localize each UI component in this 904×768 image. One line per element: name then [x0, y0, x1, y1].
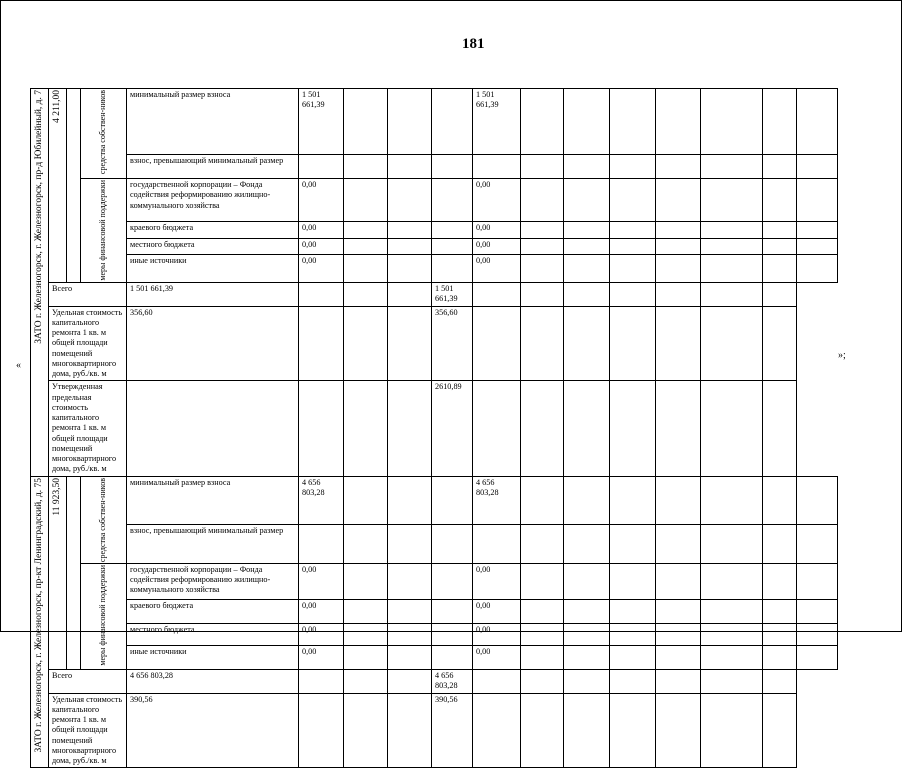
empty-cell — [388, 255, 432, 282]
empty-cell — [521, 563, 564, 599]
empty-cell — [473, 669, 521, 693]
empty-cell — [656, 669, 701, 693]
empty-cell — [610, 255, 656, 282]
value-cell: 4 656 803,28 — [299, 476, 344, 524]
value-cell: 0,00 — [299, 645, 344, 669]
empty-cell — [521, 89, 564, 155]
empty-cell — [344, 89, 388, 155]
empty-cell — [521, 645, 564, 669]
empty-cell — [344, 381, 388, 476]
empty-cell — [656, 524, 701, 563]
empty-cell — [701, 524, 763, 563]
empty-cell — [344, 476, 388, 524]
group-support-text: меры финансовой поддержки — [98, 564, 108, 666]
empty-cell — [344, 179, 388, 222]
empty-cell — [388, 599, 432, 623]
value-cell: 0,00 — [473, 645, 521, 669]
empty-cell — [388, 623, 432, 645]
empty-cell — [521, 306, 564, 381]
empty-cell — [344, 238, 388, 254]
row-label: взнос, превышающий минимальный размер — [127, 524, 299, 563]
empty-cell — [610, 524, 656, 563]
empty-cell — [473, 282, 521, 306]
empty-cell — [701, 599, 763, 623]
empty-cell — [763, 89, 797, 155]
empty-cell — [344, 306, 388, 381]
empty-cell — [432, 645, 473, 669]
table-row — [31, 645, 838, 669]
empty-cell — [432, 255, 473, 282]
table-row — [31, 238, 838, 254]
table-row — [31, 563, 838, 599]
empty-cell — [473, 306, 521, 381]
value-cell — [299, 155, 344, 179]
empty-cell — [763, 476, 797, 524]
group-support-cell — [81, 563, 127, 669]
empty-cell — [763, 693, 797, 768]
empty-cell — [656, 645, 701, 669]
table-row — [31, 255, 838, 282]
empty-cell — [344, 645, 388, 669]
empty-cell — [432, 476, 473, 524]
value-cell: 0,00 — [473, 623, 521, 645]
empty-cell — [701, 306, 763, 381]
value-cell: 0,00 — [473, 255, 521, 282]
row-label: минимальный размер взноса — [127, 89, 299, 155]
empty-cell — [656, 179, 701, 222]
empty-cell — [610, 669, 656, 693]
group-owners-cell — [81, 89, 127, 179]
empty-cell — [388, 381, 432, 476]
empty-cell — [763, 645, 797, 669]
blank-cell — [67, 476, 81, 669]
empty-cell — [521, 222, 564, 238]
empty-cell — [656, 255, 701, 282]
value-cell: 1 501 661,39 — [473, 89, 521, 155]
empty-cell — [344, 222, 388, 238]
empty-cell — [344, 563, 388, 599]
empty-cell — [388, 89, 432, 155]
empty-cell — [388, 155, 432, 179]
empty-cell — [763, 222, 797, 238]
value-cell: 0,00 — [299, 599, 344, 623]
value-cell: 4 656 803,28 — [432, 669, 473, 693]
value-cell: 0,00 — [299, 179, 344, 222]
empty-cell — [564, 238, 610, 254]
empty-cell — [797, 599, 838, 623]
empty-cell — [344, 255, 388, 282]
value-cell — [473, 155, 521, 179]
empty-cell — [701, 238, 763, 254]
value-cell: 0,00 — [473, 563, 521, 599]
value-cell: 1 501 661,39 — [299, 89, 344, 155]
value-cell — [127, 381, 299, 476]
empty-cell — [344, 669, 388, 693]
empty-cell — [763, 669, 797, 693]
empty-cell — [564, 563, 610, 599]
blank-cell — [67, 89, 81, 283]
area-text: 11 923,50 — [52, 477, 62, 516]
area-cell — [49, 89, 67, 283]
empty-cell — [763, 282, 797, 306]
empty-cell — [521, 255, 564, 282]
empty-cell — [521, 693, 564, 768]
empty-cell — [797, 89, 838, 155]
empty-cell — [610, 306, 656, 381]
address-cell — [31, 476, 49, 768]
empty-cell — [564, 282, 610, 306]
row-label: минимальный размер взноса — [127, 476, 299, 524]
empty-cell — [610, 476, 656, 524]
empty-cell — [701, 89, 763, 155]
empty-cell — [763, 179, 797, 222]
empty-cell — [521, 179, 564, 222]
empty-cell — [610, 238, 656, 254]
empty-cell — [763, 155, 797, 179]
empty-cell — [564, 524, 610, 563]
empty-cell — [564, 623, 610, 645]
empty-cell — [564, 381, 610, 476]
value-cell: 0,00 — [473, 238, 521, 254]
empty-cell — [701, 381, 763, 476]
empty-cell — [299, 693, 344, 768]
empty-cell — [763, 623, 797, 645]
value-cell: 0,00 — [299, 222, 344, 238]
group-support-text: меры финансовой поддержки — [98, 180, 108, 281]
table-row — [31, 476, 838, 524]
value-cell — [473, 524, 521, 563]
empty-cell — [701, 222, 763, 238]
area-cell — [49, 476, 67, 669]
empty-cell — [610, 222, 656, 238]
empty-cell — [701, 179, 763, 222]
empty-cell — [564, 179, 610, 222]
empty-cell — [610, 89, 656, 155]
empty-cell — [388, 645, 432, 669]
empty-cell — [701, 645, 763, 669]
value-cell: 0,00 — [473, 599, 521, 623]
empty-cell — [521, 238, 564, 254]
row-label: иные источники — [127, 645, 299, 669]
empty-cell — [388, 179, 432, 222]
empty-cell — [432, 89, 473, 155]
table-row — [31, 179, 838, 222]
empty-cell — [344, 693, 388, 768]
row-label: Утвержденная предельная стоимость капитального ремонта 1 кв. м общей площади помещений многоквартирного дома, руб./кв. м — [49, 381, 127, 476]
empty-cell — [344, 599, 388, 623]
empty-cell — [388, 669, 432, 693]
table-row — [31, 623, 838, 645]
empty-cell — [701, 669, 763, 693]
empty-cell — [610, 381, 656, 476]
empty-cell — [656, 476, 701, 524]
empty-cell — [299, 669, 344, 693]
row-label: государственной корпорации – Фонда содействия реформированию жилищно-коммунального хозяйства — [127, 563, 299, 599]
empty-cell — [763, 306, 797, 381]
empty-cell — [701, 155, 763, 179]
value-cell: 356,60 — [432, 306, 473, 381]
table-row — [31, 693, 838, 768]
empty-cell — [473, 693, 521, 768]
row-label: краевого бюджета — [127, 599, 299, 623]
empty-cell — [797, 476, 838, 524]
empty-cell — [432, 155, 473, 179]
quote-close: »; — [838, 350, 846, 361]
empty-cell — [521, 381, 564, 476]
empty-cell — [564, 255, 610, 282]
value-cell: 0,00 — [299, 563, 344, 599]
value-cell: 0,00 — [299, 238, 344, 254]
value-cell: 0,00 — [473, 222, 521, 238]
empty-cell — [564, 306, 610, 381]
empty-cell — [763, 599, 797, 623]
empty-cell — [388, 238, 432, 254]
value-cell: 2610,89 — [432, 381, 473, 476]
area-text: 4 211,00 — [52, 90, 62, 123]
value-cell: 390,56 — [432, 693, 473, 768]
empty-cell — [763, 563, 797, 599]
row-label: иные источники — [127, 255, 299, 282]
page-number: 181 — [462, 36, 485, 52]
empty-cell — [701, 623, 763, 645]
empty-cell — [521, 476, 564, 524]
empty-cell — [701, 255, 763, 282]
empty-cell — [610, 179, 656, 222]
empty-cell — [656, 599, 701, 623]
empty-cell — [610, 282, 656, 306]
empty-cell — [344, 282, 388, 306]
empty-cell — [564, 89, 610, 155]
empty-cell — [564, 222, 610, 238]
empty-cell — [656, 563, 701, 599]
empty-cell — [299, 306, 344, 381]
empty-cell — [797, 524, 838, 563]
value-cell: 1 501 661,39 — [127, 282, 299, 306]
empty-cell — [521, 669, 564, 693]
empty-cell — [521, 599, 564, 623]
empty-cell — [610, 693, 656, 768]
empty-cell — [610, 599, 656, 623]
empty-cell — [521, 524, 564, 563]
empty-cell — [432, 524, 473, 563]
empty-cell — [388, 222, 432, 238]
empty-cell — [656, 282, 701, 306]
value-cell: 0,00 — [299, 255, 344, 282]
empty-cell — [388, 563, 432, 599]
address-cell — [31, 89, 49, 477]
row-label: взнос, превышающий минимальный размер — [127, 155, 299, 179]
table-row — [31, 222, 838, 238]
empty-cell — [701, 282, 763, 306]
table-row — [31, 599, 838, 623]
empty-cell — [797, 238, 838, 254]
empty-cell — [521, 282, 564, 306]
empty-cell — [797, 563, 838, 599]
row-label: местного бюджета — [127, 238, 299, 254]
empty-cell — [299, 282, 344, 306]
value-cell: 0,00 — [473, 179, 521, 222]
empty-cell — [656, 238, 701, 254]
empty-cell — [656, 306, 701, 381]
capital-repair-table — [30, 88, 838, 768]
group-support-cell — [81, 179, 127, 283]
row-label: государственной корпорации – Фонда содействия реформированию жилищно-коммунального хозяйства — [127, 179, 299, 222]
value-cell: 1 501 661,39 — [432, 282, 473, 306]
empty-cell — [763, 524, 797, 563]
empty-cell — [610, 155, 656, 179]
empty-cell — [432, 238, 473, 254]
empty-cell — [564, 645, 610, 669]
table-row — [31, 669, 838, 693]
empty-cell — [656, 623, 701, 645]
empty-cell — [564, 476, 610, 524]
empty-cell — [388, 693, 432, 768]
empty-cell — [432, 222, 473, 238]
empty-cell — [610, 623, 656, 645]
table-row — [31, 89, 838, 155]
empty-cell — [656, 155, 701, 179]
empty-cell — [521, 623, 564, 645]
empty-cell — [797, 645, 838, 669]
empty-cell — [656, 381, 701, 476]
value-cell: 390,56 — [127, 693, 299, 768]
row-label: Всего — [49, 282, 127, 306]
empty-cell — [701, 476, 763, 524]
group-owners-cell — [81, 476, 127, 563]
group-owners-text: средства собствен-ников — [98, 90, 108, 175]
empty-cell — [388, 282, 432, 306]
table-row — [31, 381, 838, 476]
empty-cell — [564, 669, 610, 693]
row-label: местного бюджета — [127, 623, 299, 645]
table-row — [31, 282, 838, 306]
empty-cell — [610, 645, 656, 669]
empty-cell — [656, 89, 701, 155]
row-label: Удельная стоимость капитального ремонта 1 кв. м общей площади помещений многоквартирного дома, руб./кв. м — [49, 306, 127, 381]
table-row — [31, 524, 838, 563]
value-cell: 0,00 — [299, 623, 344, 645]
empty-cell — [432, 563, 473, 599]
empty-cell — [344, 155, 388, 179]
empty-cell — [432, 179, 473, 222]
empty-cell — [763, 255, 797, 282]
empty-cell — [797, 155, 838, 179]
empty-cell — [656, 222, 701, 238]
value-cell: 4 656 803,28 — [127, 669, 299, 693]
value-cell: 4 656 803,28 — [473, 476, 521, 524]
empty-cell — [797, 255, 838, 282]
empty-cell — [299, 381, 344, 476]
row-label: Всего — [49, 669, 127, 693]
empty-cell — [564, 693, 610, 768]
value-cell: 356,60 — [127, 306, 299, 381]
group-owners-text: средства собствен-ников — [98, 477, 108, 562]
address-text: ЗАТО г. Железногорск, г. Железногорск, пр-д Юбилейный, д. 7 — [34, 90, 44, 344]
empty-cell — [344, 623, 388, 645]
empty-cell — [610, 563, 656, 599]
empty-cell — [432, 623, 473, 645]
empty-cell — [797, 623, 838, 645]
empty-cell — [564, 599, 610, 623]
empty-cell — [564, 155, 610, 179]
address-text: ЗАТО г. Железногорск, г. Железногорск, пр-кт Ленинградский, д. 75 — [34, 477, 44, 753]
empty-cell — [388, 524, 432, 563]
empty-cell — [656, 693, 701, 768]
quote-open: « — [16, 360, 21, 371]
value-cell — [299, 524, 344, 563]
empty-cell — [432, 599, 473, 623]
row-label: краевого бюджета — [127, 222, 299, 238]
empty-cell — [521, 155, 564, 179]
empty-cell — [763, 381, 797, 476]
empty-cell — [763, 238, 797, 254]
empty-cell — [473, 381, 521, 476]
empty-cell — [344, 524, 388, 563]
empty-cell — [388, 306, 432, 381]
empty-cell — [701, 693, 763, 768]
empty-cell — [797, 222, 838, 238]
table-row — [31, 306, 838, 381]
row-label: Удельная стоимость капитального ремонта 1 кв. м общей площади помещений многоквартирного дома, руб./кв. м — [49, 693, 127, 768]
table-row — [31, 155, 838, 179]
empty-cell — [388, 476, 432, 524]
empty-cell — [701, 563, 763, 599]
empty-cell — [797, 179, 838, 222]
